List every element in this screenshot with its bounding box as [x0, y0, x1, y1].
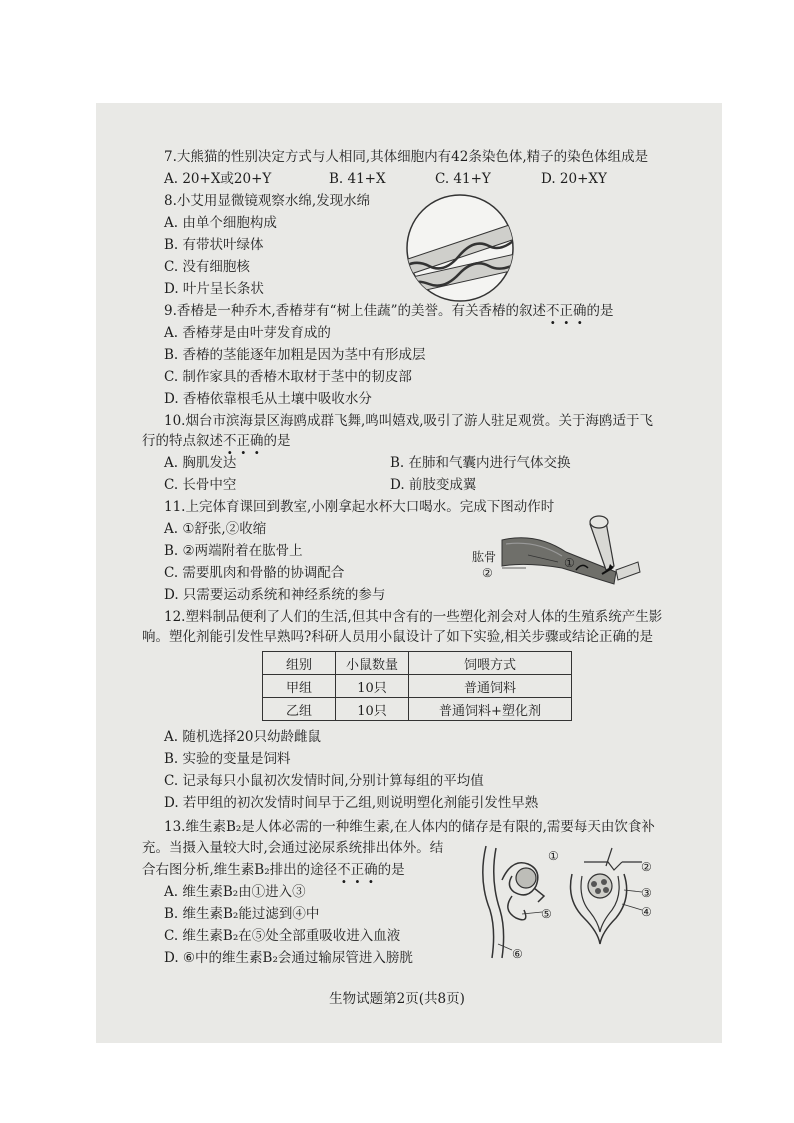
table-header: 饲喂方式	[409, 652, 572, 675]
spirogyra-microscope-figure	[404, 192, 516, 304]
marker-6: ⑥	[512, 947, 523, 961]
marker-2: ②	[641, 860, 652, 874]
table-cell: 10只	[336, 698, 409, 721]
q9-stem: 9.香椿是一种乔木,香椿芽有“树上佳蔬”的美誉。有关香椿的叙述不正确的是	[164, 303, 614, 319]
q13-stem-line3: 合右图分析,维生素B₂排出的途径不正确的是	[142, 862, 405, 878]
q7-option-a: A. 20+X或20+Y	[164, 171, 272, 187]
q8-option-d: D. 叶片呈长条状	[164, 281, 264, 297]
q11-option-b: B. ②两端附着在肱骨上	[164, 543, 303, 559]
q12-option-d: D. 若甲组的初次发情时间早于乙组,则说明塑化剂能引发性早熟	[164, 795, 539, 811]
q12-option-c: C. 记录每只小鼠初次发情时间,分别计算每组的平均值	[164, 773, 484, 789]
q11-option-a: A. ①舒张,②收缩	[164, 521, 267, 537]
table-cell: 甲组	[263, 675, 336, 698]
q13-option-c: C. 维生素B₂在⑤处全部重吸收进入血液	[164, 928, 401, 944]
experiment-table	[262, 651, 572, 721]
marker-3: ③	[641, 886, 652, 900]
table-cell: 普通饲料	[409, 675, 572, 698]
q13-stem-line1: 13.维生素B₂是人体必需的一种维生素,在人体内的储存是有限的,需要每天由饮食补	[164, 819, 655, 835]
q12-option-b: B. 实验的变量是饲料	[164, 751, 291, 767]
table-header-row	[263, 652, 572, 675]
q12-stem-line1: 12.塑料制品便利了人们的生活,但其中含有的一些塑化剂会对人体的生殖系统产生影	[164, 609, 663, 625]
q8-option-a: A. 由单个细胞构成	[164, 215, 277, 231]
q13-option-b: B. 维生素B₂能过滤到④中	[164, 906, 320, 922]
q7-option-c: C. 41+Y	[435, 171, 491, 187]
q10-option-b: B. 在肺和气囊内进行气体交换	[390, 455, 571, 471]
q7-option-d: D. 20+XY	[541, 171, 607, 187]
table-header: 小鼠数量	[336, 652, 409, 675]
q8-stem: 8.小艾用显微镜观察水绵,发现水绵	[164, 193, 371, 209]
q12-option-a: A. 随机选择20只幼龄雌鼠	[164, 729, 322, 745]
page-footer: 生物试题第2页(共8页)	[329, 991, 465, 1007]
q9-option-a: A. 香椿芽是由叶芽发育成的	[164, 325, 331, 341]
table-row	[263, 675, 572, 698]
q11-option-c: C. 需要肌肉和骨骼的协调配合	[164, 565, 345, 581]
q9-option-c: C. 制作家具的香椿木取材于茎中的韧皮部	[164, 369, 412, 385]
q9-option-b: B. 香椿的茎能逐年加粗是因为茎中有形成层	[164, 347, 426, 363]
table-header: 组别	[263, 652, 336, 675]
q13-option-a: A. 维生素B₂由①进入③	[164, 884, 306, 900]
q10-stem-line1: 10.烟台市滨海景区海鸥成群飞舞,鸣叫嬉戏,吸引了游人驻足观赏。关于海鸥适于飞	[164, 413, 654, 429]
table-cell: 乙组	[263, 698, 336, 721]
q13-stem-line2: 充。当摄入量较大时,会通过泌尿系统排出体外。结	[142, 840, 444, 856]
q11-option-d: D. 只需要运动系统和神经系统的参与	[164, 587, 386, 603]
marker-4: ④	[641, 905, 652, 919]
marker-1: ①	[564, 556, 575, 570]
q10-option-a: A. 胸肌发达	[164, 455, 237, 471]
q10-stem-line2: 行的特点叙述不正确的是	[142, 433, 291, 449]
table-cell: 普通饲料+塑化剂	[409, 698, 572, 721]
table-row	[263, 698, 572, 721]
humerus-label: 肱骨	[472, 550, 497, 564]
q12-stem-line2: 响。塑化剂能引发性早熟吗?科研人员用小鼠设计了如下实验,相关步骤或结论正确的是	[142, 629, 654, 645]
table-cell: 10只	[336, 675, 409, 698]
marker-2: ②	[482, 566, 493, 580]
q10-option-c: C. 长骨中空	[164, 477, 237, 493]
q7-stem: 7.大熊猫的性别决定方式与人相同,其体细胞内有42条染色体,精子的染色体组成是	[164, 149, 649, 165]
q7-option-b: B. 41+X	[329, 171, 386, 187]
q13-option-d: D. ⑥中的维生素B₂会通过输尿管进入膀胱	[164, 950, 413, 966]
marker-1: ①	[548, 849, 559, 863]
q11-stem: 11.上完体育课回到教室,小刚拿起水杯大口喝水。完成下图动作时	[164, 499, 555, 515]
q8-option-c: C. 没有细胞核	[164, 259, 250, 275]
q9-option-d: D. 香椿依靠根毛从土壤中吸收水分	[164, 391, 372, 407]
q8-option-b: B. 有带状叶绿体	[164, 237, 264, 253]
q10-option-d: D. 前肢变成翼	[390, 477, 477, 493]
marker-5: ⑤	[541, 907, 552, 921]
